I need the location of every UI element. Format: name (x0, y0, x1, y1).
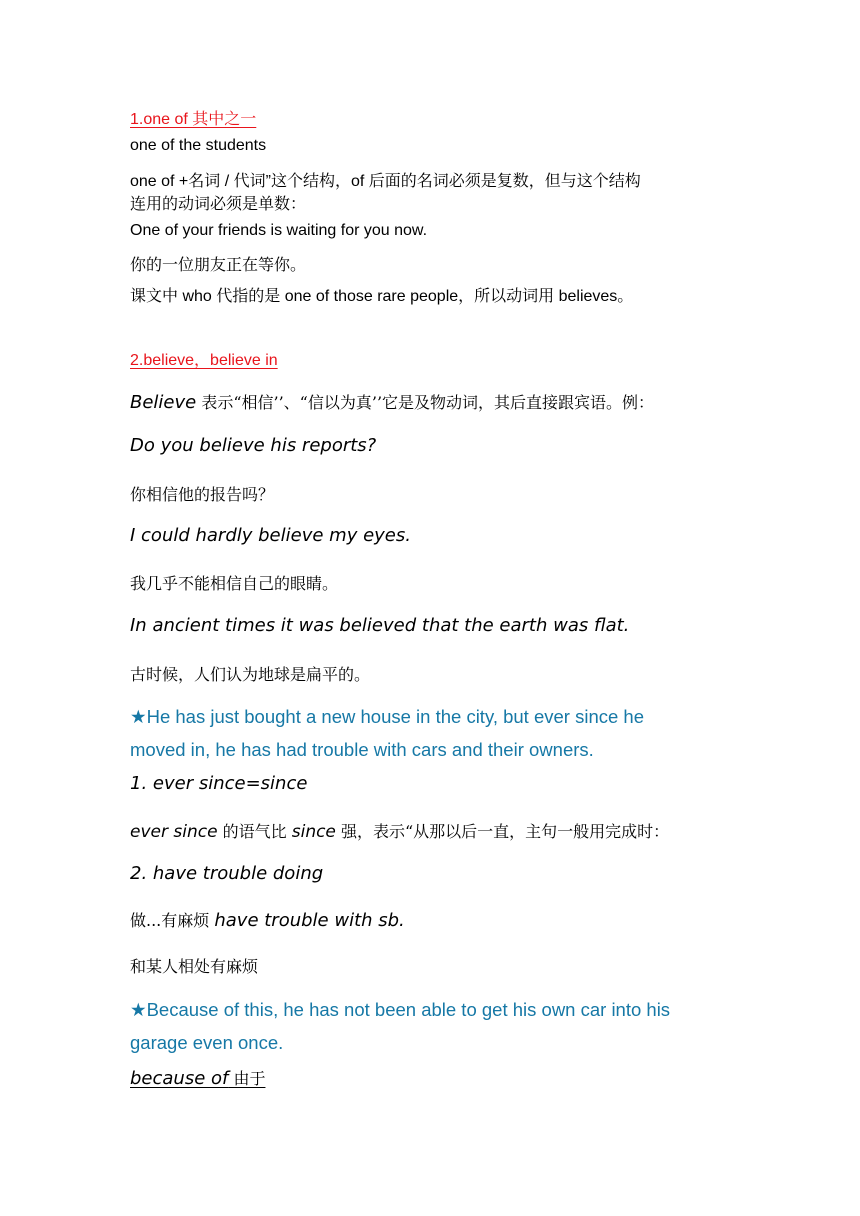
section-heading-believe: 2.believe，believe in (130, 352, 278, 369)
believe-intro (130, 390, 654, 413)
ever-since-explanation (130, 819, 669, 842)
key-sentence-1-line-2: moved in, he has had trouble with cars and their owners. (130, 739, 594, 760)
rule-text-line-2: 连用的动词必须是单数： (130, 196, 307, 213)
believe-word: Believe (130, 392, 197, 413)
since-term: since (291, 822, 336, 842)
have-trouble-with-phrase: have trouble with sb. (214, 910, 405, 931)
have-trouble-with-zh: 和某人相处有麻烦 (130, 957, 259, 976)
example-2-en: I could hardly believe my eyes. (130, 525, 411, 546)
point-have-trouble: 2. have trouble doing (130, 863, 324, 884)
ever-since-text-b: 强，表示“从那以后一直，主句一般用完成时： (335, 822, 670, 841)
example-1-zh: 你相信他的报告吗？ (130, 485, 275, 504)
note-text: 课文中 who 代指的是 one of those rare people，所以动词用 believes。 (130, 288, 634, 305)
point-ever-since: 1. ever since=since (130, 773, 308, 794)
because-of-phrase (130, 1066, 265, 1089)
because-of-term: because of (130, 1068, 229, 1089)
example-1-en: Do you believe his reports? (130, 435, 377, 456)
example-2-zh: 我几乎不能相信自己的眼睛。 (130, 574, 339, 593)
key-sentence-1-line-1: ★He has just bought a new house in the city, but ever since he (130, 706, 644, 727)
example-3-en: In ancient times it was believed that the earth was flat. (130, 615, 630, 636)
key-sentence-2-line-1: ★Because of this, he has not been able to get his own car into his (130, 999, 671, 1020)
ever-since-text-a: 的语气比 (217, 822, 292, 841)
rule-text-line-1: one of +名词 / 代词”这个结构，of 后面的名词必须是复数，但与这个结构 (130, 173, 641, 190)
section-heading-one-of: 1.one of 其中之一 (130, 111, 257, 128)
phrase-example: one of the students (130, 137, 267, 154)
key-sentence-2-line-2: garage even once. (130, 1032, 284, 1053)
believe-intro-text: 表示“相信’’、“信以为真’’它是及物动词，其后直接跟宾语。例： (196, 393, 655, 412)
example-3-zh: 古时候，人们认为地球是扁平的。 (130, 665, 371, 684)
have-trouble-zh: 做...有麻烦 (130, 911, 215, 930)
have-trouble-explanation (130, 908, 405, 931)
because-of-zh: 由于 (228, 1069, 266, 1088)
example-sentence-en: One of your friends is waiting for you now. (130, 222, 428, 239)
ever-since-term: ever since (130, 822, 218, 842)
example-sentence-zh: 你的一位朋友正在等你。 (130, 255, 307, 274)
